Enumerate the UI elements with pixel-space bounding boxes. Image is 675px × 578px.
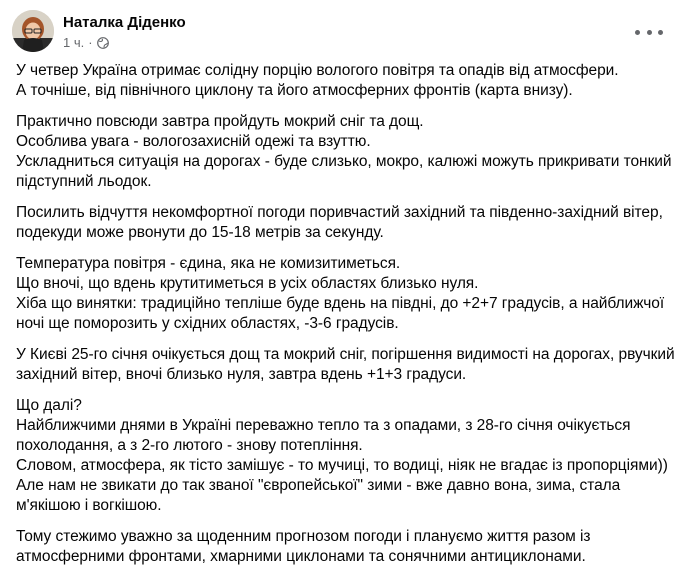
author-name[interactable]: Наталка Діденко [63,14,186,31]
text-line: Словом, атмосфера, як тісто замішує - то мучиці, то водиці, ніяк не вгадає із пропорціями)) [16,457,668,474]
globe-icon[interactable] [97,37,109,49]
text-line: У Києві 25-го січня очікується дощ та мокрий сніг, погіршення видимості на дорогах, рвучкий [16,346,675,363]
paragraph-2 [16,112,672,192]
text-line: атмосферними фронтами, хмарними циклонами та сонячними антициклонами. [16,548,586,565]
paragraph-7 [16,527,666,567]
avatar[interactable] [12,10,54,52]
text-line: м'якішою і вогкішою. [16,497,162,514]
text-line: Що далі? [16,397,82,414]
text-line: Але нам не звикати до так званої "європейської" зими - вже давно вона, зима, стала [16,477,621,494]
text-line: А точніше, від північного циклону та його атмосферних фронтів (карта внизу). [16,82,573,99]
post-header [12,10,663,56]
post-text [16,61,675,578]
post-meta [63,35,109,51]
text-line: Температура повітря - єдина, яка не комизитиметься. [16,255,401,272]
text-line: подекуди може рвонути до 15-18 метрів за секунду. [16,224,384,241]
text-line: Посилить відчуття некомфортної погоди поривчастий західний та південно-західний вітер, [16,204,663,221]
paragraph-1 [16,61,666,101]
paragraph-5 [16,345,675,385]
post-timestamp[interactable]: 1 ч. [63,35,85,50]
text-line: Тому стежимо уважно за щоденним прогнозом погоди і плануємо життя разом із [16,528,591,545]
text-line: ночі ще поморозить у східних областях, -3-6 градусів. [16,315,399,332]
text-line: Що вночі, що вдень крутитиметься в усіх областях близько нуля. [16,275,479,292]
paragraph-4 [16,254,666,334]
text-line: У четвер Україна отримає солідну порцію вологого повітря та опадів від атмосфери. [16,62,619,79]
text-line: Найближчими днями в Україні переважно тепло та з опадами, з 28-го січня очікується [16,417,631,434]
text-line: західний вітер, вночі близько нуля, завтра вдень +1+3 градуси. [16,366,467,383]
text-line: Хіба що винятки: традиційно тепліше буде вдень на півдні, до +2+7 градусів, а найближчої [16,295,665,312]
avatar-photo [12,10,54,52]
text-line: підступний льодок. [16,173,152,190]
paragraph-3 [16,203,666,243]
text-line: Ускладниться ситуація на дорогах - буде слизько, мокро, калюжі можуть прикривати тонкий [16,153,672,170]
text-line: Практично повсюди завтра пройдуть мокрий сніг та дощ. [16,113,424,130]
more-options-icon[interactable] [635,22,663,42]
text-line: похолодання, а з 2-го лютого - знову потепління. [16,437,363,454]
meta-separator: · [88,35,93,50]
text-line: Особлива увага - вологозахисній одежі та взуттю. [16,133,371,150]
paragraph-6 [16,396,666,516]
